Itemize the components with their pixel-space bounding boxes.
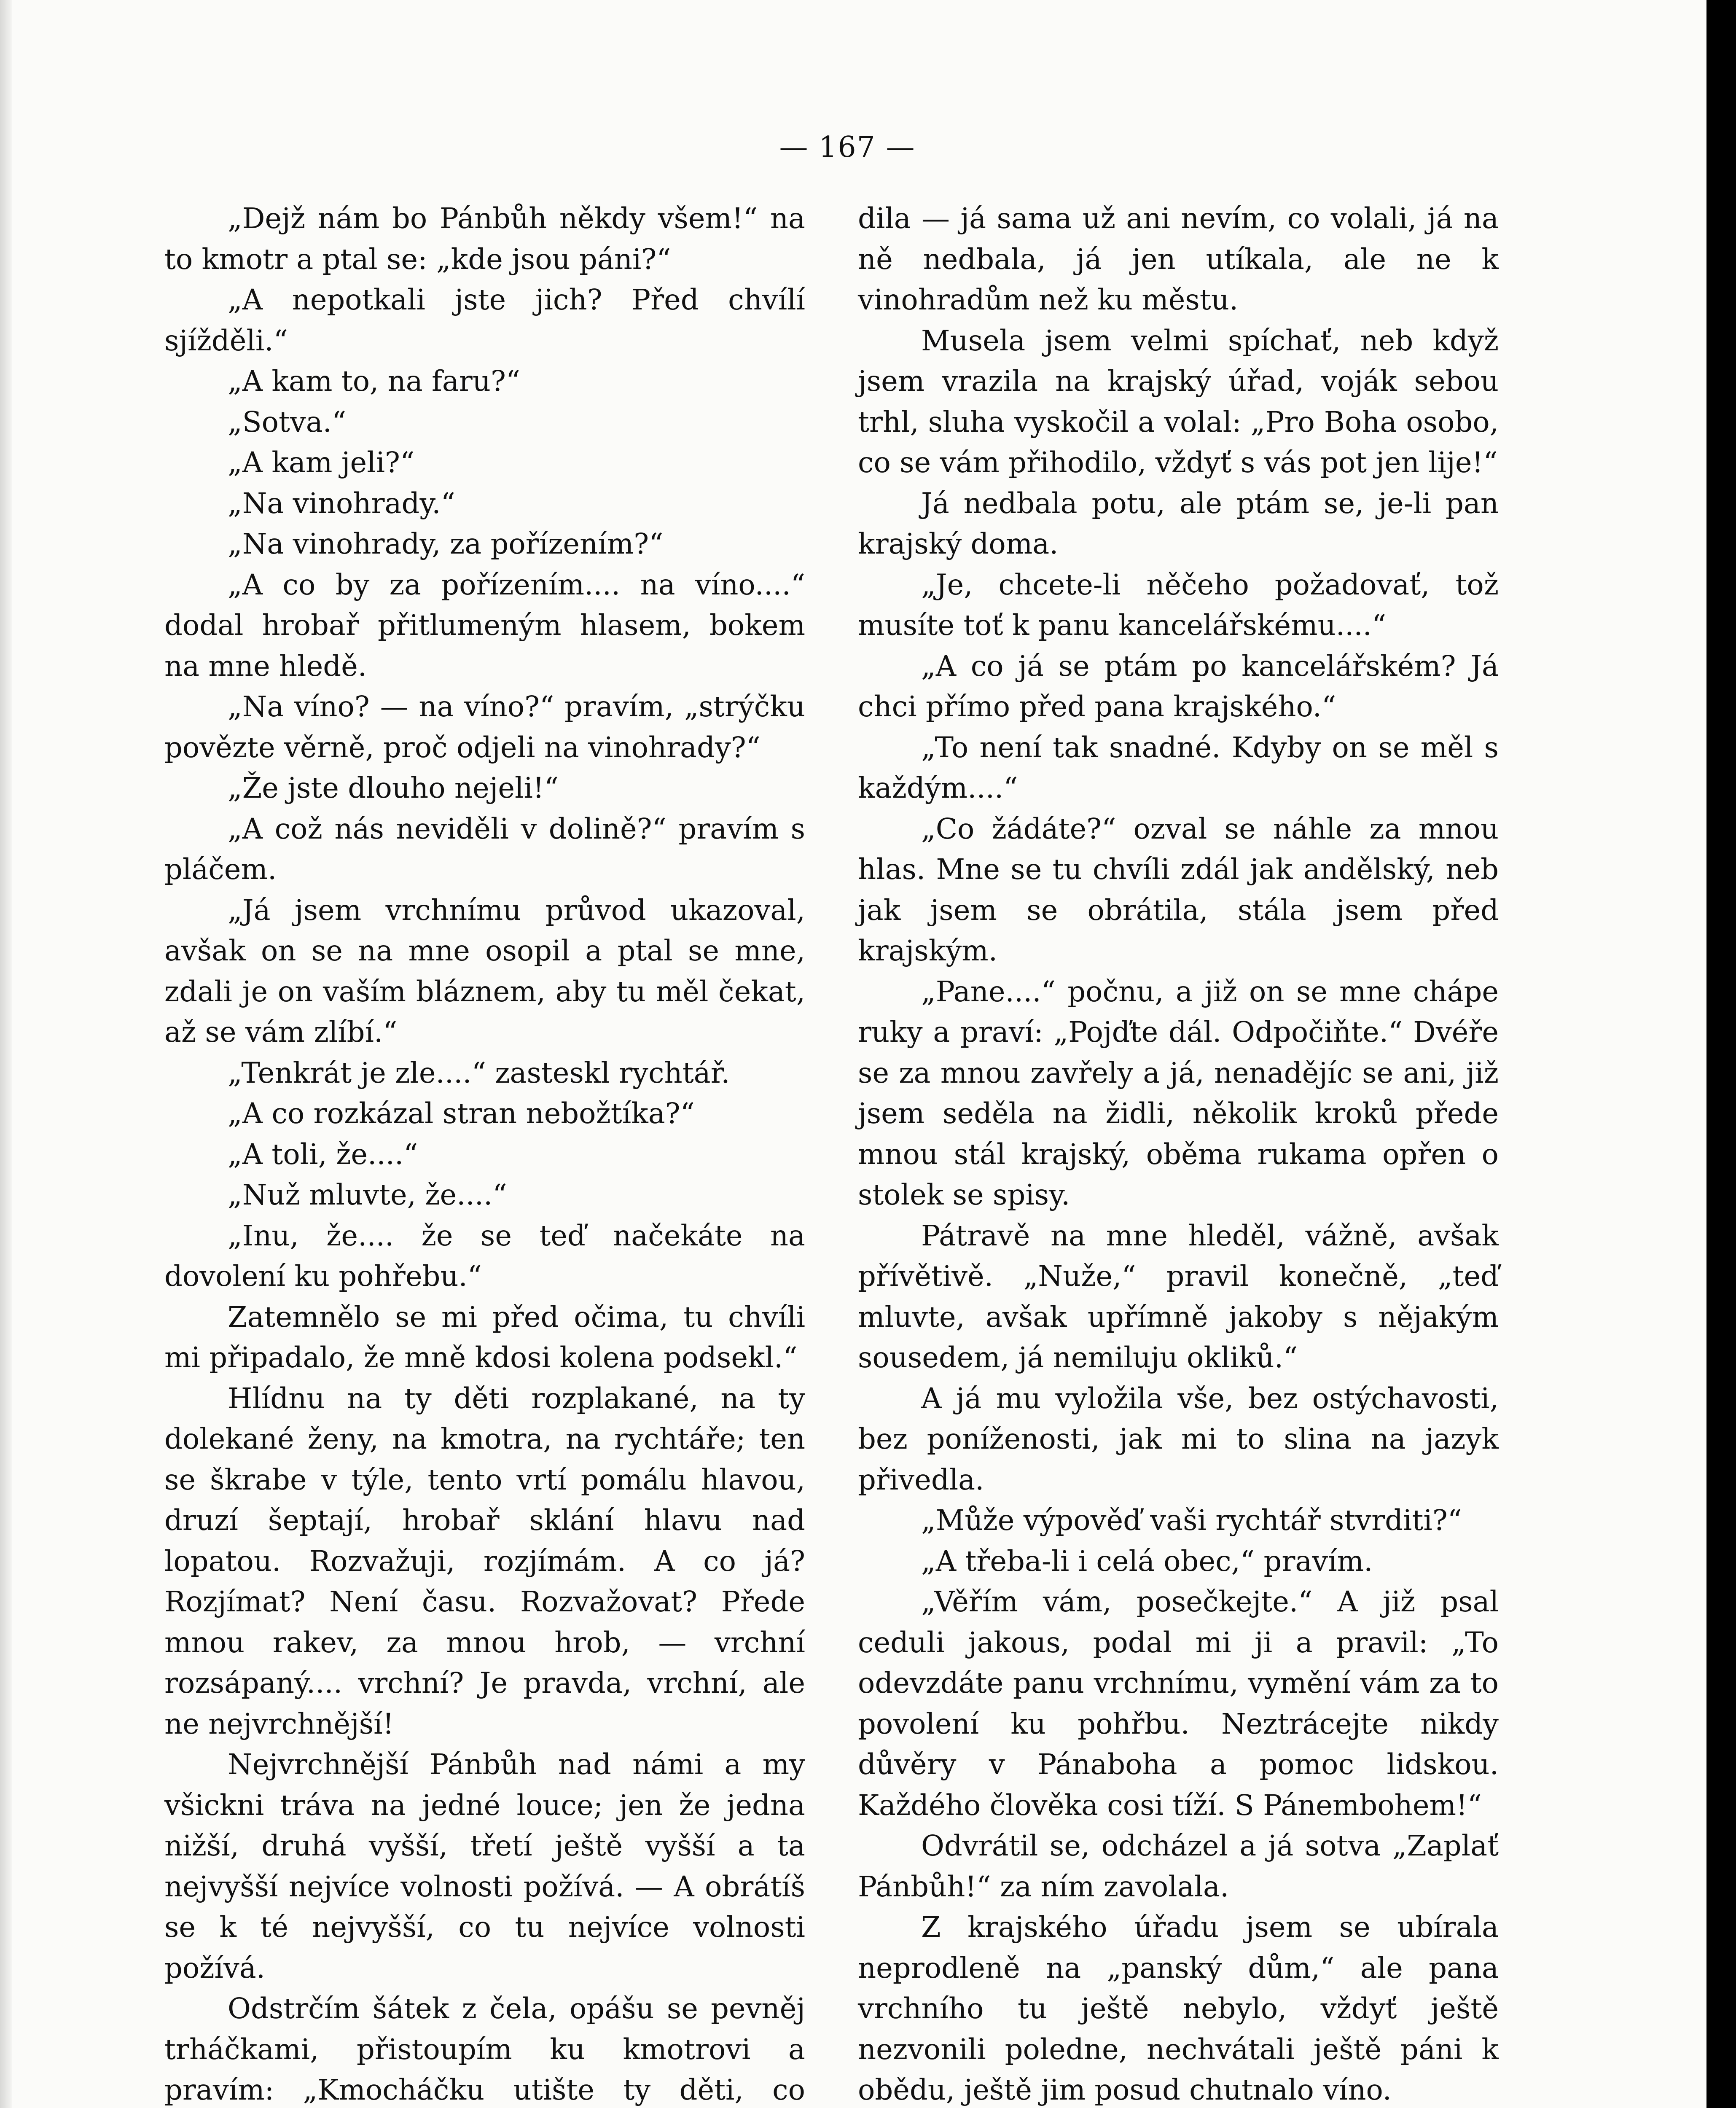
paragraph: „Je, chcete-li něčeho požadovať, tož musíte toť k panu kancelářskému....“ [858, 568, 1499, 642]
paragraph: „Inu, že.... že se teď načekáte na dovolení ku pohřebu.“ [164, 1219, 805, 1293]
paragraph: Hlídnu na ty děti rozplakané, na ty dolekané ženy, na kmotra, na rychtáře; ten se škrabe v týle, tento vrtí pomálu hlavou, druzí šeptají, hrobař sklání hlavu nad lopatou. Rozvažuji, rozjímám. A co já? Rozjímat? Není času. Rozvažovat? Přede mnou rakev, za mnou hrob, — vrchní rozsápaný.... vrchní? Je pravda, vrchní, ale ne nejvrchnější! [164, 1382, 805, 1740]
paragraph: Nejvrchnější Pánbůh nad námi a my všickni tráva na jedné louce; jen že jedna nižší, druhá vyšší, třetí ještě vyšší a ta nejvyšší nejvíce volnosti požívá. — A obrátíš se k té nejvyšší, co tu nejvíce volnosti požívá. [164, 1748, 805, 1984]
paragraph: „Na víno? — na víno?“ pravím, „strýčku povězte věrně, proč odjeli na vinohrady?“ [164, 690, 805, 764]
paragraph: „A což nás neviděli v dolině?“ pravím s pláčem. [164, 812, 805, 886]
paragraph: „Nuž mluvte, že....“ [228, 1178, 507, 1211]
paragraph: Zatemnělo se mi před očima, tu chvíli mi připadalo, že mně kdosi kolena podsekl.“ [164, 1300, 805, 1374]
paragraph: A já mu vyložila vše, bez ostýchavosti, bez poníženosti, jak mi to slina na jazyk přivedla. [858, 1382, 1499, 1496]
paragraph: „Já jsem vrchnímu průvod ukazoval, avšak on se na mne osopil a ptal se mne, zdali je on vaším bláznem, aby tu měl čekat, až se vám zlíbí.“ [164, 893, 805, 1049]
paragraph: „Co žádáte?“ ozval se náhle za mnou hlas. Mne se tu chvíli zdál jak andělský, neb jak jsem se obrátila, stála jsem před krajským. [858, 812, 1499, 967]
paragraph: „A co já se ptám po kancelářském? Já chci přímo před pana krajského.“ [858, 649, 1499, 723]
paragraph: „A co rozkázal stran nebožtíka?“ [228, 1097, 695, 1130]
paragraph: „Na vinohrady, za pořízením?“ [228, 527, 664, 560]
paragraph: „A kam jeli?“ [228, 446, 415, 479]
page-number: — 167 — [779, 131, 916, 164]
paragraph: Pátravě na mne hleděl, vážně, avšak přívětivě. „Nuže,“ pravil konečně, „teď mluvte, avšak upřímně jakoby s nějakým sousedem, já nemiluju okliků.“ [858, 1219, 1499, 1374]
paragraph: „A toli, že....“ [228, 1137, 418, 1171]
paragraph: „A co by za pořízením.... na víno....“ dodal hrobař přitlumeným hlasem, bokem na mne hledě. [164, 568, 805, 683]
paragraph-continued: dila — já sama už ani nevím, co volali, já na ně nedbala, já jen utíkala, ale ne k vinohradům než ku městu. [858, 202, 1499, 316]
paragraph: „A třeba-li i celá obec,“ pravím. [921, 1544, 1373, 1578]
paragraph: „Věřím vám, posečkejte.“ A již psal ceduli jakous, podal mi ji a pravil: „To odevzdáte panu vrchnímu, vymění vám za to povolení ku pohřbu. Neztrácejte nikdy důvěry v Pánaboha a pomoc lidskou. Každého člověka cosi tíží. S Pánembohem!“ [858, 1585, 1499, 1822]
scan-border-right [1706, 0, 1736, 2108]
right-column [858, 198, 1499, 2108]
paragraph: „Může výpověď vaši rychtář stvrditi?“ [921, 1504, 1462, 1537]
paragraph: „Na vinohrady.“ [228, 487, 455, 520]
paragraph: „A nepotkali jste jich? Před chvílí sjížděli.“ [164, 283, 805, 357]
paragraph: „Dejž nám bo Pánbůh někdy všem!“ na to kmotr a ptal se: „kde jsou páni?“ [164, 202, 805, 276]
paragraph: Odvrátil se, odcházel a já sotva „Zaplať Pánbůh!“ za ním zavolala. [858, 1829, 1499, 1903]
paragraph: „To není tak snadné. Kdyby on se měl s každým....“ [858, 731, 1499, 804]
paragraph: „Že jste dlouho nejeli!“ [228, 772, 559, 804]
paragraph: Já nedbala potu, ale ptám se, je-li pan krajský doma. [858, 487, 1499, 560]
paragraph: Odstrčím šátek z čela, opášu se pevněj trháčkami, přistoupím ku kmotrovi a pravím: „Kmocháčku utište ty děti, co [164, 1992, 805, 2106]
paragraph: Z krajského úřadu jsem se ubírala neprodleně na „panský dům,“ ale pana vrchního tu ještě nebylo, vždyť ještě nezvonili poledne, nechvátali ještě páni k obědu, ještě jim posud chutnalo víno. [858, 1911, 1499, 2106]
paragraph: „Sotva.“ [228, 405, 347, 438]
paragraph: Musela jsem velmi spíchať, neb když jsem vrazila na krajský úřad, voják sebou trhl, sluha vyskočil a volal: „Pro Boha osobo, co se vám přihodilo, vždyť s vás pot jen lije!“ [858, 324, 1499, 479]
paragraph: „A kam to, na faru?“ [228, 365, 521, 398]
paragraph: „Pane....“ počnu, a již on se mne chápe ruky a praví: „Pojďte dál. Odpočiňte.“ Dvéře se za mnou zavřely a já, nenadějíc se ani, již jsem seděla na židli, několik kroků přede mnou stál krajský, oběma rukama opřen o stolek se spisy. [858, 975, 1499, 1211]
left-column [164, 198, 805, 2108]
paragraph: „Tenkrát je zle....“ zasteskl rychtář. [228, 1056, 730, 1089]
scan-edge-left [0, 0, 12, 2108]
